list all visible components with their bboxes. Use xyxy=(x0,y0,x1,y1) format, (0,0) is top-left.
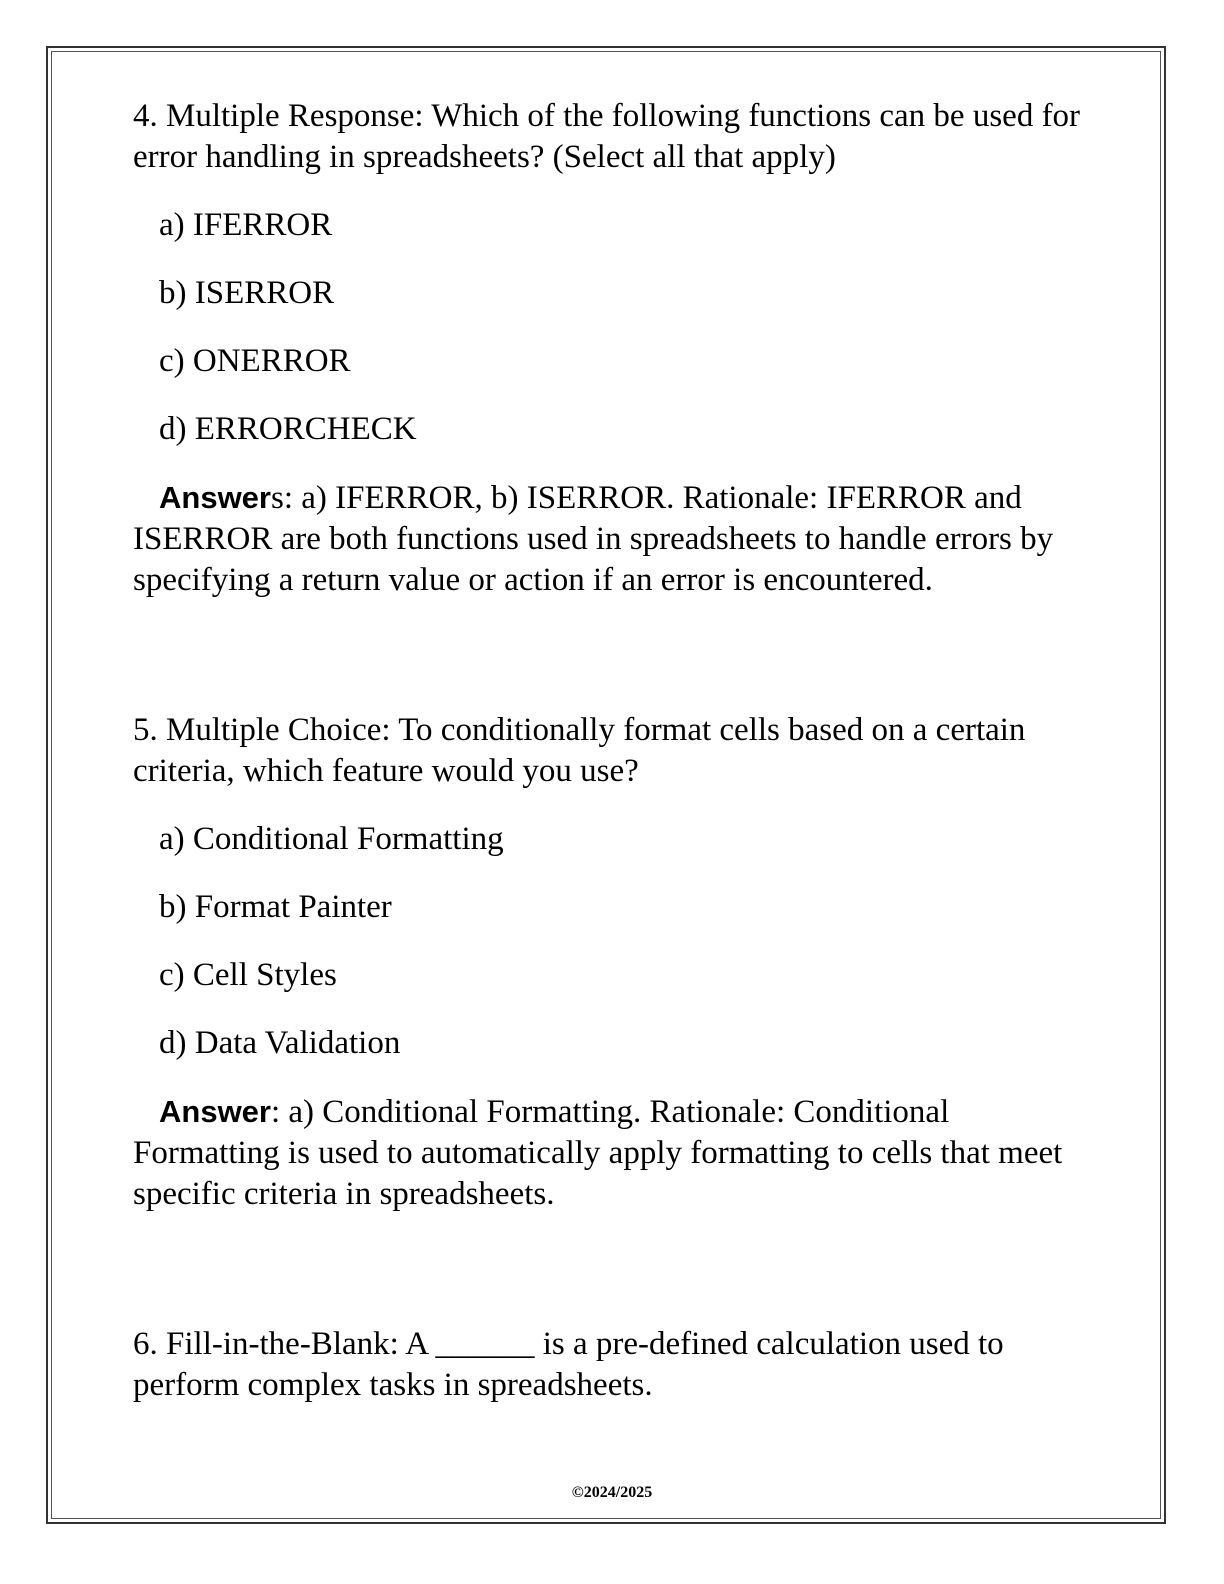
option-item: c) Cell Styles xyxy=(159,957,337,993)
option-item: b) Format Painter xyxy=(159,889,392,925)
answer-paragraph xyxy=(133,477,1093,601)
option-item: c) ONERROR xyxy=(159,343,351,379)
option-item: d) ERRORCHECK xyxy=(159,411,417,447)
answer-label: Answer xyxy=(159,480,271,515)
question-prompt: 4. Multiple Response: Which of the following functions can be used for error handling in spreadsheets? (Select all that apply) xyxy=(133,98,1081,175)
question-block-6 xyxy=(133,1324,1093,1406)
answer-paragraph xyxy=(133,1091,1093,1215)
question-prompt: 6. Fill-in-the-Blank: A ______ is a pre-defined calculation used to perform complex tasks in spreadsheets. xyxy=(133,1326,1004,1403)
answer-label: Answer xyxy=(159,1094,271,1129)
option-item: b) ISERROR xyxy=(159,275,335,311)
answer-text: : a) Conditional Formatting. Rationale: Conditional Formatting is used to automatically apply formatting to cells that meet specific criteria in spreadsheets. xyxy=(133,1094,1063,1212)
option-list xyxy=(133,819,1093,1064)
question-block-4 xyxy=(133,96,1093,601)
question-prompt: 5. Multiple Choice: To conditionally format cells based on a certain criteria, which feature would you use? xyxy=(133,712,1026,789)
option-item: d) Data Validation xyxy=(159,1025,401,1061)
answer-text: s: a) IFERROR, b) ISERROR. Rationale: IFERROR and ISERROR are both functions used in spreadsheets to handle errors by specifying a return value or action if an error is encountered. xyxy=(133,480,1054,598)
document-content xyxy=(133,96,1093,1406)
option-item: a) IFERROR xyxy=(159,207,333,243)
option-list xyxy=(133,205,1093,450)
spacer xyxy=(133,601,1093,710)
copyright-footer: ©2024/2025 xyxy=(571,1484,653,1501)
question-block-5 xyxy=(133,710,1093,1215)
option-item: a) Conditional Formatting xyxy=(159,821,504,857)
spacer xyxy=(133,1215,1093,1324)
